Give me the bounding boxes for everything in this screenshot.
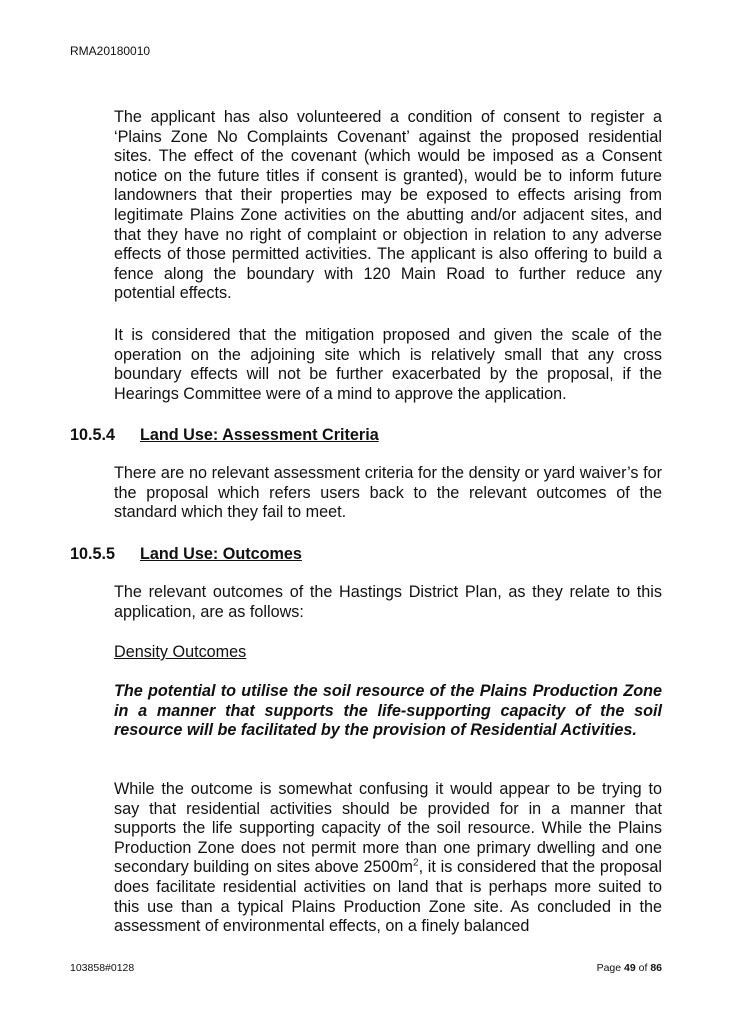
- current-page: 49: [624, 962, 636, 974]
- page-label: Page: [596, 962, 622, 974]
- subheading-density-outcomes: Density Outcomes: [114, 643, 247, 661]
- section-number: 10.5.5: [70, 545, 116, 563]
- paragraph-covenant: The applicant has also volunteered a condition of consent to register a ‘Plains Zone No Complaints Covenant’ against the proposed residential sites. The effect of the covenant (which would be imposed as a Consent notice on the future titles if consent is granted), would be to inform future landowners that their properties may be exposed to effects arising from legitimate Plains Zone activities on the abutting and/or adjacent sites, and that they have no right of complaint or objection in relation to any adverse effects of those permitted activities. The applicant is also offering to build a fence along the boundary with 120 Main Road to further reduce any potential effects.: [114, 108, 662, 303]
- document-reference: RMA20180010: [70, 44, 151, 58]
- discussion-text-a: While the outcome is somewhat confusing it would appear to be trying to say that residential activities should be provided for in a manner that supports the life supporting capacity of the soil resource. While the Plains Production Zone does not permit more than one primary dwelling and one secondary building on sites above 2500m: [114, 780, 662, 877]
- superscript: 2: [413, 857, 419, 869]
- paragraph-discussion: [114, 780, 662, 937]
- footer-document-id: 103858#0128: [70, 962, 135, 974]
- paragraph-mitigation: It is considered that the mitigation proposed and given the scale of the operation on the adjoining site which is relatively small that any cross boundary effects will not be further exacerbated by the proposal, if the Hearings Committee were of a mind to approve the application.: [114, 326, 662, 403]
- outcome-statement: The potential to utilise the soil resource of the Plains Production Zone in a manner that supports the life-supporting capacity of the soil resource will be facilitated by the provision of Residential Activities.: [114, 682, 662, 740]
- paragraph-assessment-criteria: There are no relevant assessment criteria for the density or yard waiver’s for the proposal which refers users back to the relevant outcomes of the standard which they fail to meet.: [114, 464, 662, 522]
- section-number: 10.5.4: [70, 426, 116, 444]
- section-heading-assessment-criteria: [70, 425, 379, 445]
- paragraph-relevant-outcomes: The relevant outcomes of the Hastings District Plan, as they relate to this application, are as follows:: [114, 583, 662, 621]
- section-heading-outcomes: [70, 544, 302, 564]
- footer-page-number: [597, 962, 662, 974]
- total-pages: 86: [650, 962, 662, 974]
- of-label: of: [638, 962, 648, 974]
- section-title: Land Use: Assessment Criteria: [140, 426, 379, 444]
- section-title: Land Use: Outcomes: [140, 545, 302, 563]
- discussion-text-b: , it is considered that the proposal does facilitate residential activities on land that is perhaps more suited to this use than a typical Plains Production Zone site. As concluded in the assessment of environmental effects, on a finely balanced: [114, 858, 662, 936]
